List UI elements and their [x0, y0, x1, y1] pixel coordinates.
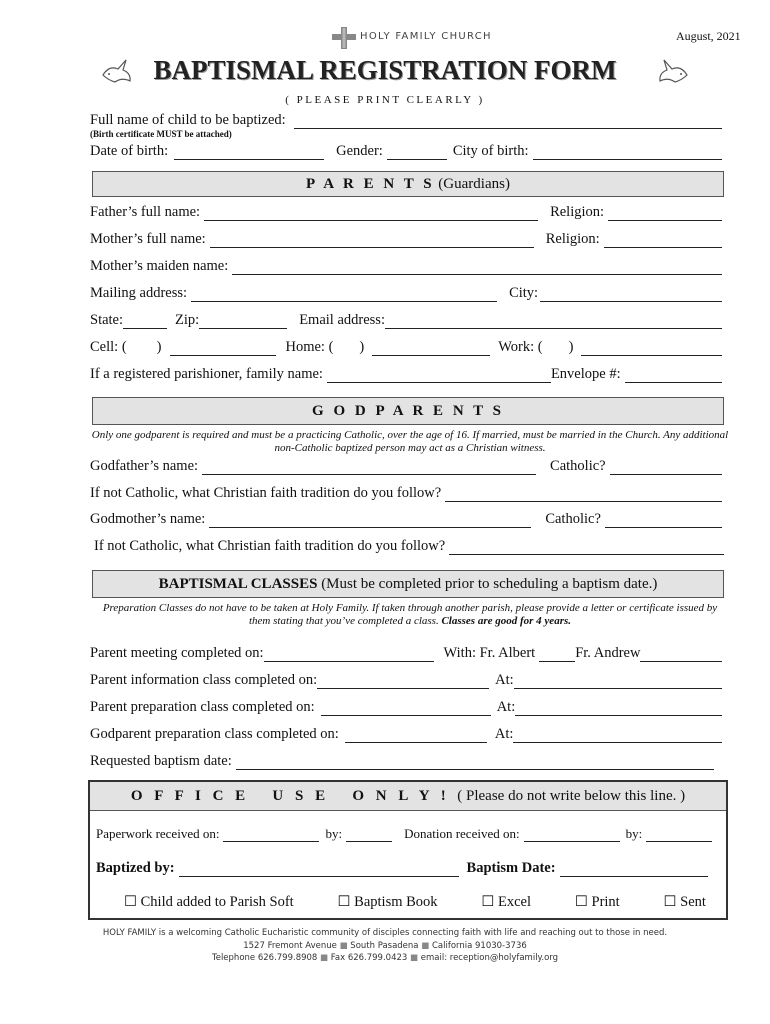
birth-city-field[interactable]	[533, 145, 722, 160]
godfather-faith-label: If not Catholic, what Christian faith tradition do you follow?	[90, 485, 442, 501]
father-religion-field[interactable]	[608, 206, 722, 221]
cell-paren-close: )	[156, 339, 162, 355]
office-checkboxes	[124, 894, 706, 911]
child-name-field[interactable]	[294, 114, 722, 129]
square-bullet-icon: ■	[339, 941, 348, 951]
godparent-prep-at-field[interactable]	[513, 728, 722, 743]
parent-prep-at-label: At:	[496, 699, 516, 715]
baptized-by-field[interactable]	[179, 862, 459, 877]
work-label: Work: (	[498, 339, 543, 355]
classes-heading-suffix: (Must be completed prior to scheduling a baptism date.)	[321, 575, 658, 592]
dove-icon-right	[656, 57, 690, 92]
home-paren-close: )	[359, 339, 365, 355]
parent-info-at-field[interactable]	[514, 674, 722, 689]
donation-by-field[interactable]	[646, 829, 712, 842]
parent-meeting-label: Parent meeting completed on:	[90, 645, 264, 661]
mother-name-label: Mother’s full name:	[90, 231, 206, 247]
footer-fax: Fax 626.799.0423	[330, 953, 408, 963]
albert-field[interactable]	[539, 647, 575, 662]
footer-street: 1527 Fremont Avenue	[243, 941, 337, 951]
footer-mission: HOLY FAMILY is a welcoming Catholic Eucharistic community of disciples connecting faith with life and reaching out to those in need.	[102, 928, 668, 938]
paperwork-by-label: by:	[325, 826, 343, 841]
godparents-heading-title: G O D P A R E N T S	[312, 402, 504, 419]
form-date: August, 2021	[676, 29, 741, 43]
footer-address	[0, 941, 770, 951]
godfather-catholic-field[interactable]	[610, 460, 722, 475]
parent-prep-row	[90, 699, 726, 716]
church-name: HOLY FAMILY CHURCH	[360, 31, 492, 42]
parent-info-row	[90, 672, 726, 689]
parents-heading	[92, 171, 724, 197]
zip-field[interactable]	[199, 314, 287, 329]
form-title: BAPTISMAL REGISTRATION FORM	[153, 55, 617, 85]
paperwork-label: Paperwork received on:	[96, 826, 220, 841]
godfather-name-label: Godfather’s name:	[90, 458, 199, 474]
email-label: Email address:	[299, 312, 385, 328]
mailing-row	[90, 285, 726, 302]
print-clearly-note: ( PLEASE PRINT CLEARLY )	[285, 94, 485, 106]
mother-row	[90, 231, 726, 248]
baptism-date-label: Baptism Date:	[466, 860, 556, 876]
parent-prep-date-field[interactable]	[321, 701, 491, 716]
godmother-faith-label: If not Catholic, what Christian faith tradition do you follow?	[94, 538, 446, 554]
square-bullet-icon: ■	[421, 941, 430, 951]
footer-state-zip: California 91030-3736	[431, 941, 527, 951]
checkbox-baptism-book-label: Baptism Book	[354, 894, 438, 910]
mailing-address-label: Mailing address:	[90, 285, 188, 301]
baptism-date-field[interactable]	[560, 862, 708, 877]
godmother-catholic-label: Catholic?	[545, 511, 601, 527]
footer-telephone: Telephone 626.799.8908	[211, 953, 318, 963]
parent-meeting-row	[90, 645, 726, 662]
envelope-label: Envelope #:	[550, 366, 621, 382]
office-use-box	[88, 780, 728, 920]
parent-info-date-field[interactable]	[317, 674, 489, 689]
checkbox-print-label: Print	[591, 894, 620, 910]
square-bullet-icon: ■	[410, 953, 419, 963]
parent-prep-at-field[interactable]	[515, 701, 722, 716]
checkbox-excel[interactable]: ☐ Excel	[481, 894, 532, 910]
mailing-address-field[interactable]	[191, 287, 497, 302]
dob-field[interactable]	[174, 145, 324, 160]
dob-label: Date of birth:	[90, 143, 169, 159]
father-name-label: Father’s full name:	[90, 204, 201, 220]
state-row	[90, 312, 726, 329]
paperwork-by-field[interactable]	[346, 829, 392, 842]
square-bullet-icon: ■	[320, 953, 329, 963]
godparent-prep-label: Godparent preparation class completed on:	[90, 726, 339, 742]
gender-field[interactable]	[387, 145, 447, 160]
godmother-row	[90, 511, 726, 528]
parents-heading-title: P A R E N T S	[306, 175, 435, 192]
city-label: City:	[509, 285, 539, 301]
checkbox-print[interactable]: ☐ Print	[574, 894, 620, 910]
father-row	[90, 204, 726, 221]
gender-label: Gender:	[336, 143, 383, 159]
godmother-name-field[interactable]	[209, 513, 531, 528]
phone-row	[90, 339, 726, 356]
parent-prep-label: Parent preparation class completed on:	[90, 699, 315, 715]
parent-meeting-field[interactable]	[264, 647, 434, 662]
godparent-prep-at-label: At:	[494, 726, 514, 742]
office-use-suffix: ( Please do not write below this line. )	[457, 787, 686, 804]
godfather-row	[90, 458, 726, 475]
city-field[interactable]	[540, 287, 722, 302]
parishioner-field[interactable]	[327, 368, 551, 383]
checkbox-parish-soft-label: Child added to Parish Soft	[140, 894, 294, 910]
godfather-faith-field[interactable]	[445, 487, 722, 502]
paperwork-field[interactable]	[223, 829, 319, 842]
parishioner-label: If a registered parishioner, family name:	[90, 366, 323, 382]
footer-contact	[0, 953, 770, 963]
checkbox-parish-soft[interactable]: ☐ Child added to Parish Soft	[124, 894, 294, 910]
classes-note-text: Preparation Classes do not have to be taken at Holy Family. If taken through another parish, please provide a letter or certificate issued by them stating that you’ve completed a class.	[102, 602, 718, 627]
classes-heading-title: BAPTISMAL CLASSES	[158, 575, 318, 592]
andrew-label: Fr. Andrew	[575, 645, 641, 661]
classes-heading	[92, 570, 724, 598]
checkbox-excel-label: Excel	[498, 894, 532, 910]
mother-name-field[interactable]	[210, 233, 534, 248]
godparents-heading	[92, 397, 724, 425]
envelope-field[interactable]	[625, 368, 722, 383]
godparent-prep-row	[90, 726, 726, 743]
maiden-name-label: Mother’s maiden name:	[90, 258, 229, 274]
maiden-row	[90, 258, 726, 275]
child-name-row	[90, 112, 726, 129]
work-paren-close: )	[568, 339, 574, 355]
godmother-faith-row	[94, 538, 728, 555]
donation-field[interactable]	[524, 829, 620, 842]
father-name-field[interactable]	[204, 206, 538, 221]
home-field[interactable]	[372, 341, 490, 356]
requested-date-label: Requested baptism date:	[90, 753, 232, 769]
checkbox-sent[interactable]: ☐ Sent	[663, 894, 706, 910]
godmother-catholic-field[interactable]	[605, 513, 722, 528]
father-religion-label: Religion:	[550, 204, 605, 220]
godfather-faith-row	[90, 485, 726, 502]
andrew-field[interactable]	[640, 647, 722, 662]
godfather-catholic-label: Catholic?	[550, 458, 606, 474]
work-field[interactable]	[581, 341, 722, 356]
parents-heading-suffix: (Guardians)	[438, 175, 510, 192]
donation-by-label: by:	[625, 826, 643, 841]
parent-info-label: Parent information class completed on:	[90, 672, 318, 688]
requested-date-field[interactable]	[236, 755, 714, 770]
state-field[interactable]	[123, 314, 167, 329]
with-albert-label: With: Fr. Albert	[443, 645, 536, 661]
parishioner-row	[90, 366, 726, 383]
baptized-row	[96, 860, 708, 877]
baptized-by-label: Baptized by:	[96, 860, 175, 876]
godfather-name-field[interactable]	[202, 460, 536, 475]
church-logo	[332, 27, 356, 49]
birth-certificate-note: (Birth certificate MUST be attached)	[90, 129, 232, 139]
classes-note	[100, 602, 720, 628]
checkbox-baptism-book[interactable]: ☐ Baptism Book	[337, 894, 438, 910]
maiden-name-field[interactable]	[232, 260, 722, 275]
godmother-name-label: Godmother’s name:	[90, 511, 206, 527]
classes-note-bold: Classes are good for 4 years.	[441, 615, 572, 627]
zip-label: Zip:	[175, 312, 200, 328]
checkbox-sent-label: Sent	[680, 894, 706, 910]
state-label: State:	[90, 312, 124, 328]
child-name-label: Full name of child to be baptized:	[90, 112, 286, 128]
birth-row	[90, 143, 726, 160]
cell-field[interactable]	[170, 341, 276, 356]
office-use-title: O F F I C E U S E O N L Y !	[130, 787, 450, 804]
cross-icon	[332, 27, 356, 49]
parent-info-at-label: At:	[495, 672, 514, 688]
footer-email[interactable]: email: reception@holyfamily.org	[420, 953, 559, 963]
cell-label: Cell: (	[90, 339, 127, 355]
donation-label: Donation received on:	[404, 826, 520, 841]
godparents-note: Only one godparent is required and must be a practicing Catholic, over the age of 16. If married, must be married in the Church. Any additional non-Catholic baptized person may act as a Christian witness.	[91, 429, 729, 454]
home-label: Home: (	[285, 339, 334, 355]
paperwork-row	[96, 826, 712, 842]
mother-religion-label: Religion:	[545, 231, 600, 247]
office-use-heading	[90, 782, 726, 811]
godparent-prep-date-field[interactable]	[345, 728, 487, 743]
footer-city: South Pasadena	[350, 941, 419, 951]
mother-religion-field[interactable]	[604, 233, 722, 248]
birth-city-label: City of birth:	[452, 143, 529, 159]
email-field[interactable]	[385, 314, 722, 329]
requested-date-row	[90, 753, 718, 770]
godmother-faith-field[interactable]	[449, 540, 724, 555]
